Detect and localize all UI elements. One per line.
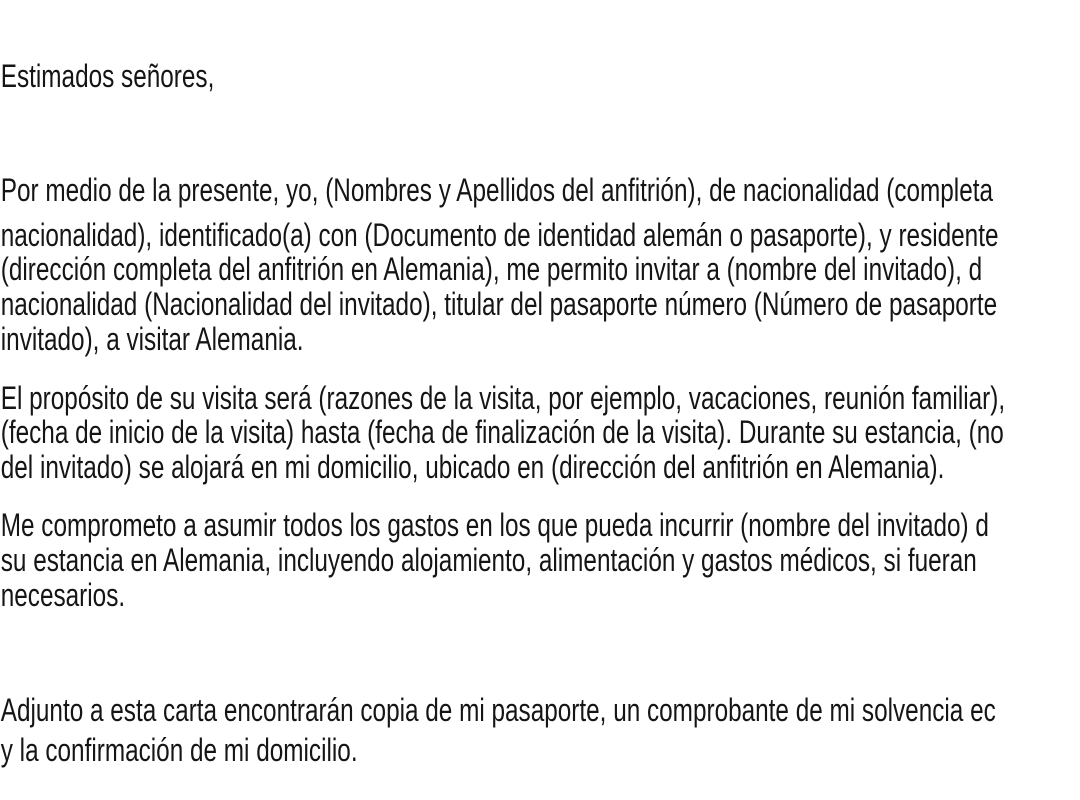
- paragraph-1-line-2: nacionalidad), identificado(a) con (Documento de identidad alemán o pasaporte), y residente: [0, 217, 999, 253]
- salutation-line: Estimados señores,: [0, 58, 215, 94]
- paragraph-2-line-1: El propósito de su visita será (razones de la visita, por ejemplo, vacaciones, reunión familiar),: [0, 380, 1006, 416]
- paragraph-1-line-4: nacionalidad (Nacionalidad del invitado), titular del pasaporte número (Número de pasaporte: [0, 286, 998, 322]
- paragraph-1-line-3: (dirección completa del anfitrión en Alemania), me permito invitar a (nombre del invitado), d: [0, 251, 983, 287]
- paragraph-2-line-2: (fecha de inicio de la visita) hasta (fecha de finalización de la visita). Durante su estancia, (no: [0, 414, 1004, 450]
- paragraph-4-line-1: Adjunto a esta carta encontrarán copia de mi pasaporte, un comprobante de mi solvencia ec: [0, 692, 996, 728]
- paragraph-3-line-2: su estancia en Alemania, incluyendo alojamiento, alimentación y gastos médicos, si fueran: [0, 542, 977, 578]
- paragraph-3-line-1: Me comprometo a asumir todos los gastos en los que pueda incurrir (nombre del invitado) d: [0, 507, 989, 543]
- paragraph-1-line-5: invitado), a visitar Alemania.: [0, 321, 304, 357]
- paragraph-4-line-2: y la confirmación de mi domicilio.: [0, 732, 358, 768]
- paragraph-3-line-3: necesarios.: [0, 577, 126, 613]
- paragraph-1-line-1: Por medio de la presente, yo, (Nombres y Apellidos del anfitrión), de nacionalidad (completa: [0, 172, 994, 208]
- paragraph-2-line-3: del invitado) se alojará en mi domicilio, ubicado en (dirección del anfitrión en Alemania).: [0, 449, 945, 485]
